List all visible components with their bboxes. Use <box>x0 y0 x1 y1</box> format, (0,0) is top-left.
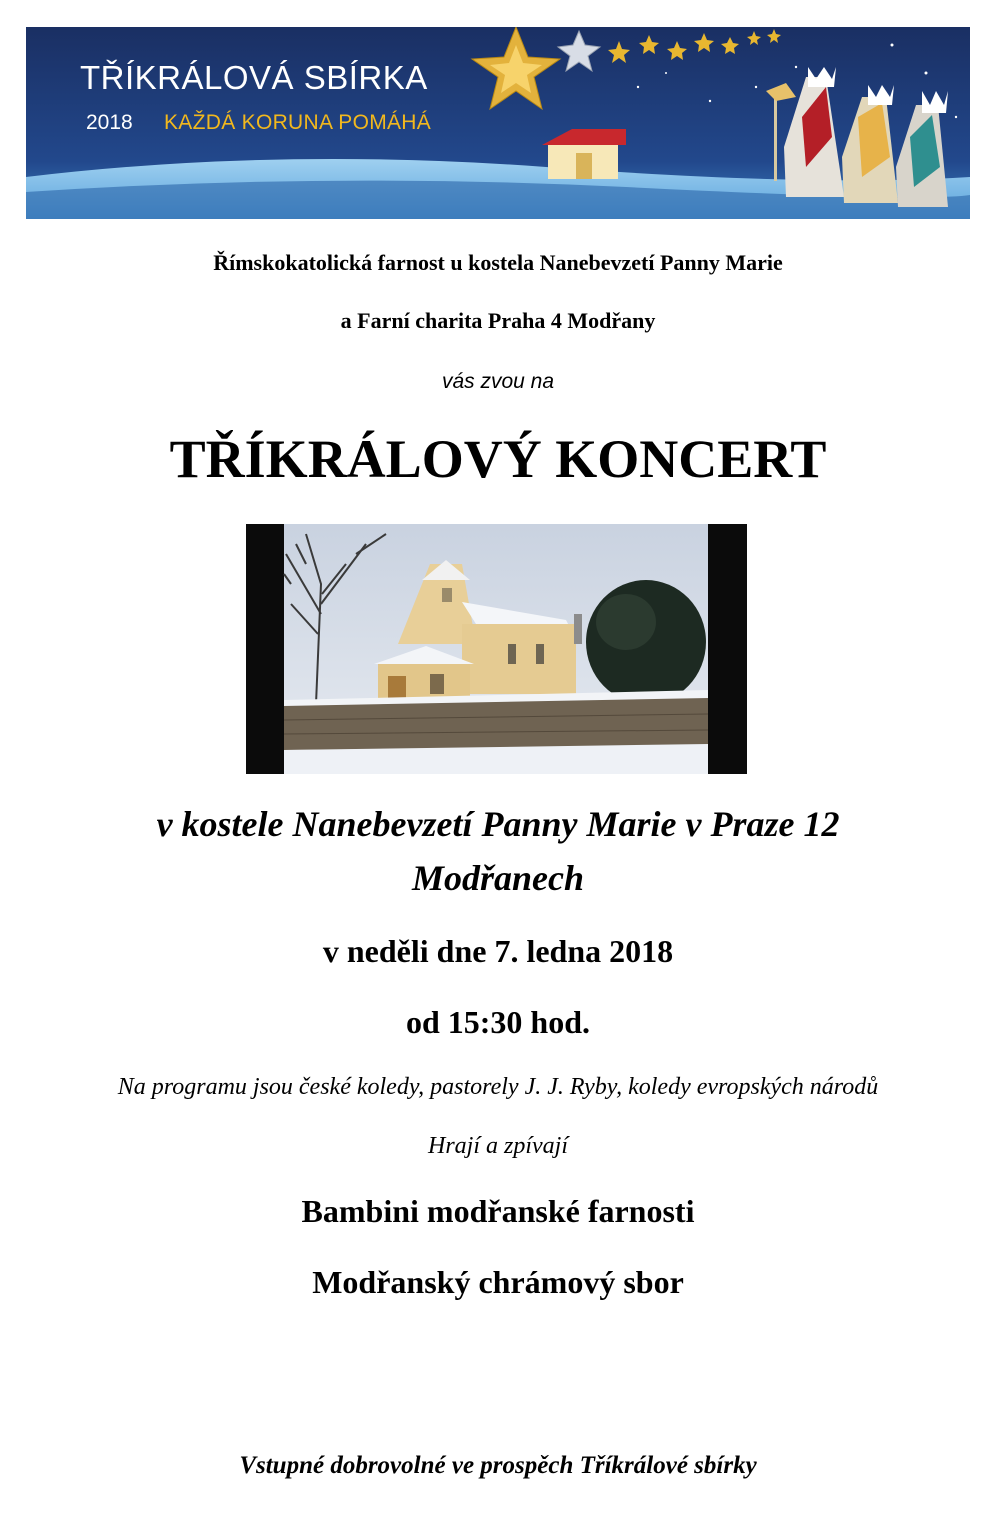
organizer-line-2: a Farní charita Praha 4 Modřany <box>340 308 656 333</box>
performer-1: Bambini modřanské farnosti <box>301 1193 695 1229</box>
organizer-line-1: Římskokatolická farnost u kostela Nanebevzetí Panny Marie <box>213 250 783 275</box>
banner-year: 2018 <box>86 111 133 134</box>
banner-title: TŘÍKRÁLOVÁ SBÍRKA <box>80 59 428 96</box>
venue-line-1: v kostele Nanebevzetí Panny Marie v Praze 12 <box>156 804 840 844</box>
program-text: Na programu jsou české koledy, pastorely J. J. Ryby, koledy evropských národů <box>117 1074 879 1100</box>
venue-line-2: Modřanech <box>411 858 585 898</box>
invitation-text: vás zvou na <box>441 370 555 393</box>
event-date: v neděli dne 7. ledna 2018 <box>322 933 674 969</box>
banner-slogan: KAŽDÁ KORUNA POMÁHÁ <box>164 111 432 134</box>
performers-intro: Hrají a zpívají <box>427 1133 568 1159</box>
banner <box>26 27 970 219</box>
event-time: od 15:30 hod. <box>405 1004 591 1040</box>
performer-2: Modřanský chrámový sbor <box>312 1264 684 1300</box>
event-title: TŘÍKRÁLOVÝ KONCERT <box>169 429 827 489</box>
footer-note: Vstupné dobrovolné ve prospěch Tříkrálové sbírky <box>239 1452 757 1479</box>
church-photo <box>246 524 747 774</box>
